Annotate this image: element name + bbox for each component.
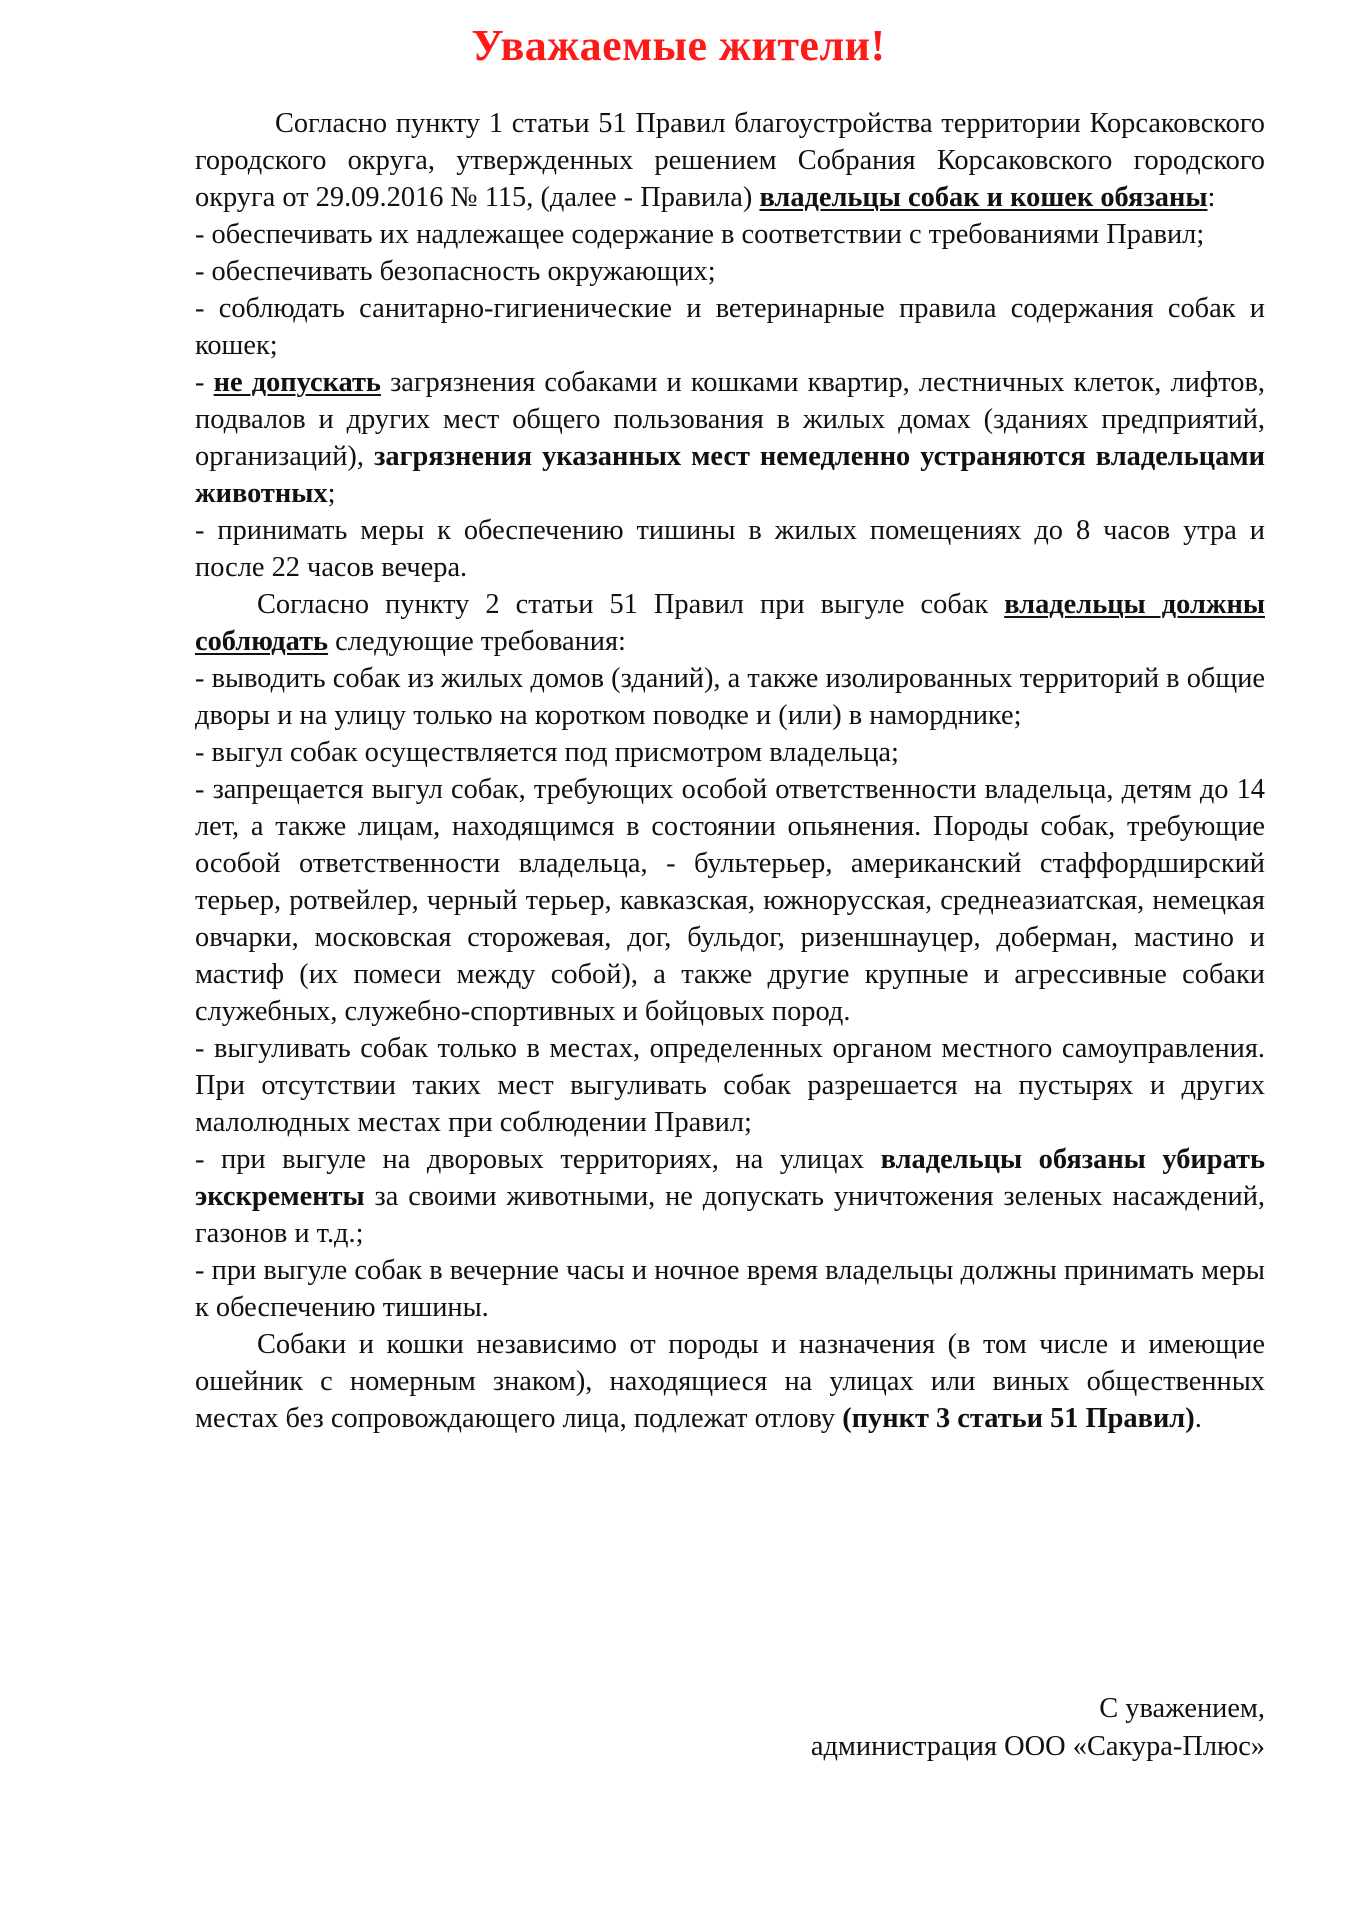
list-item: [195, 1141, 1265, 1252]
text: ;: [327, 478, 336, 509]
emphasis-not-allow: не допускать: [213, 367, 381, 398]
signature-block: [811, 1690, 1265, 1766]
list-item: [195, 364, 1265, 512]
list-item: - выводить собак из жилых домов (зданий), а также изолированных территорий в общие дворы и на улицу только на коротком поводке и (или) в наморднике;: [195, 663, 1265, 731]
text: - при выгуле на дворовых территориях, на улицах: [195, 1144, 881, 1175]
text: следующие требования:: [328, 626, 626, 657]
page-title: Уважаемые жители!: [471, 21, 886, 70]
text: загрязнения собаками и кошками квартир, лестничных клеток, лифтов, подвалов и других мест общего пользования в жилых домах (зданиях предприятий, организаций),: [195, 367, 1265, 472]
list-item: - обеспечивать безопасность окружающих;: [195, 256, 716, 287]
text: за своими животными, не допускать уничтожения зеленых насаждений, газонов и т.д.;: [195, 1181, 1265, 1249]
emphasis-owners-must: владельцы должны соблюдать: [195, 589, 1265, 657]
text: :: [1207, 182, 1216, 213]
list-item: - выгул собак осуществляется под присмотром владельца;: [195, 737, 899, 768]
text: .: [1194, 1403, 1202, 1434]
text: Согласно пункту 2 статьи 51 Правил при выгуле собак: [257, 589, 1005, 620]
list-item: - соблюдать санитарно-гигиенические и ветеринарные правила содержания собак и кошек;: [195, 293, 1265, 361]
list-item: - выгуливать собак только в местах, определенных органом местного самоуправления. При отсутствии таких мест выгуливать собак разрешается на пустырях и других малолюдных местах при соблюдении Правил;: [195, 1033, 1265, 1138]
list-item: - принимать меры к обеспечению тишины в жилых помещениях до 8 часов утра и после 22 часов вечера.: [195, 515, 1265, 583]
text: -: [195, 367, 214, 398]
emphasis-rule-reference: (пункт 3 статьи 51 Правил): [842, 1403, 1195, 1434]
list-item: - запрещается выгул собак, требующих особой ответственности владельца, детям до 14 лет, а также лицам, находящимся в состоянии опьянения. Породы собак, требующие особой ответственности владельца, - бультерьер, американский стаффордширский терьер, ротвейлер, черный терьер, кавказская, южнорусская, среднеазиатская, немецкая овчарки, московская сторожевая, дог, бульдог, ризеншнауцер, доберман, мастино и мастиф (их помеси между собой), а также другие крупные и агрессивные собаки служебных, служебно-спортивных и бойцовых пород.: [195, 774, 1265, 1027]
paragraph-capture: [195, 1326, 1265, 1437]
list-item: - при выгуле собак в вечерние часы и ночное время владельцы должны принимать меры к обеспечению тишины.: [195, 1255, 1265, 1323]
paragraph-rules-intro: [195, 105, 1265, 216]
notice-body: [195, 105, 1265, 1437]
signature-organization: администрация ООО «Сакура-Плюс»: [810, 1731, 1265, 1762]
emphasis-clean-excrement: владельцы обязаны убирать экскременты: [195, 1144, 1265, 1212]
emphasis-cleanup: загрязнения указанных мест немедленно устраняются владельцами животных: [195, 441, 1265, 509]
signature-greeting: С уважением,: [1099, 1693, 1265, 1724]
list-item: - обеспечивать их надлежащее содержание в соответствии с требованиями Правил;: [195, 219, 1205, 250]
text: Собаки и кошки независимо от породы и назначения (в том числе и имеющие ошейник с номерным знаком), находящиеся на улицах или виных общественных местах без сопровождающего лица, подлежат отлову: [195, 1329, 1265, 1434]
text: Согласно пункту 1 статьи 51 Правил благоустройства территории Корсаковского городского округа, утвержденных решением Собрания Корсаковского городского округа от 29.09.2016 № 115, (далее - Правила): [195, 108, 1265, 213]
emphasis-owners-obliged: владельцы собак и кошек обязаны: [759, 182, 1208, 213]
paragraph-walking-rules: [195, 586, 1265, 660]
